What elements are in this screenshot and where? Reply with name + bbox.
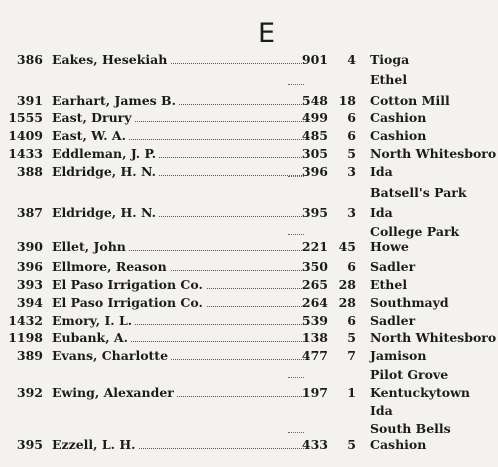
entry-place: Ethel <box>370 277 408 292</box>
entry-district: 6 <box>347 110 356 125</box>
entry-district: 6 <box>347 128 356 143</box>
list-item <box>0 92 498 110</box>
entry-value: 264 <box>301 295 328 310</box>
entry-place: Cashion <box>370 128 427 143</box>
entry-place: Ida <box>370 403 393 418</box>
list-item <box>0 204 498 222</box>
list-item <box>0 145 498 163</box>
list-item <box>0 238 498 256</box>
entry-name: Eldridge, H. N. <box>52 204 304 222</box>
entry-name: Ewing, Alexander <box>52 384 304 402</box>
entry-district: 28 <box>338 295 356 310</box>
entry-name: East, Drury <box>52 109 304 127</box>
list-item-continuation <box>0 71 498 89</box>
entry-value: 433 <box>301 437 328 452</box>
list-item <box>0 163 498 181</box>
list-item <box>0 51 498 69</box>
entry-number: 395 <box>16 437 43 452</box>
list-item <box>0 294 498 312</box>
entry-value: 548 <box>301 93 328 108</box>
list-item <box>0 127 498 145</box>
entry-value: 138 <box>301 330 328 345</box>
separator-dots <box>288 84 304 85</box>
separator-dots <box>288 176 304 177</box>
entry-place: Cotton Mill <box>370 93 450 108</box>
entry-place: Ida <box>370 164 393 179</box>
entry-name: El Paso Irrigation Co. <box>52 294 304 312</box>
entry-value: 395 <box>301 205 328 220</box>
entry-place: South Bells <box>370 421 451 436</box>
list-item <box>0 258 498 276</box>
entry-value: 350 <box>301 259 328 274</box>
list-item <box>0 436 498 454</box>
entry-place: Jamison <box>370 348 427 363</box>
entry-district: 1 <box>347 385 356 400</box>
list-item-continuation <box>0 184 498 202</box>
entry-number: 1409 <box>8 128 43 143</box>
separator-dots <box>288 377 304 378</box>
entry-value: 477 <box>301 348 328 363</box>
entry-name: Eddleman, J. P. <box>52 145 304 163</box>
entry-number: 388 <box>16 164 43 179</box>
entry-district: 5 <box>347 146 356 161</box>
entry-district: 7 <box>347 348 356 363</box>
entry-name: Emory, I. L. <box>52 312 304 330</box>
entry-place: Ida <box>370 205 393 220</box>
entry-name: Ezzell, L. H. <box>52 436 304 454</box>
entry-place: Southmayd <box>370 295 449 310</box>
entry-place: Tioga <box>370 52 410 67</box>
entry-district: 6 <box>347 259 356 274</box>
entry-number: 391 <box>16 93 43 108</box>
entry-value: 265 <box>301 277 328 292</box>
entry-value: 539 <box>301 313 328 328</box>
entry-value: 499 <box>301 110 328 125</box>
entry-place: Batsell's Park <box>370 185 467 200</box>
entry-place: Cashion <box>370 437 427 452</box>
entry-number: 1198 <box>8 330 43 345</box>
entry-name: El Paso Irrigation Co. <box>52 276 304 294</box>
entry-place: Sadler <box>370 313 416 328</box>
entry-number: 386 <box>16 52 43 67</box>
entry-district: 3 <box>347 164 356 179</box>
list-item <box>0 347 498 365</box>
entry-district: 18 <box>338 93 356 108</box>
entry-place: Kentuckytown <box>370 385 470 400</box>
entry-number: 392 <box>16 385 43 400</box>
entry-name: Earhart, James B. <box>52 92 304 110</box>
entry-place: College Park <box>370 224 460 239</box>
entry-number: 390 <box>16 239 43 254</box>
entry-district: 6 <box>347 313 356 328</box>
entry-district: 5 <box>347 437 356 452</box>
entry-value: 901 <box>301 52 328 67</box>
entry-number: 387 <box>16 205 43 220</box>
list-item <box>0 329 498 347</box>
entry-district: 3 <box>347 205 356 220</box>
entry-name: Eakes, Hesekiah <box>52 51 304 69</box>
entry-place: Cashion <box>370 110 427 125</box>
section-heading: E <box>257 18 277 49</box>
list-item-continuation <box>0 366 498 384</box>
entry-value: 197 <box>301 385 328 400</box>
entry-value: 221 <box>301 239 328 254</box>
list-item-continuation <box>0 402 498 420</box>
entry-district: 5 <box>347 330 356 345</box>
entry-number: 389 <box>16 348 43 363</box>
entry-name: East, W. A. <box>52 127 304 145</box>
entry-value: 305 <box>301 146 328 161</box>
entry-district: 4 <box>347 52 356 67</box>
entry-number: 1432 <box>8 313 43 328</box>
entry-name: Evans, Charlotte <box>52 347 304 365</box>
list-item <box>0 109 498 127</box>
entry-value: 396 <box>301 164 328 179</box>
entry-name: Eldridge, H. N. <box>52 163 304 181</box>
separator-dots <box>288 234 304 235</box>
entry-district: 45 <box>338 239 356 254</box>
entry-place: Howe <box>370 239 409 254</box>
list-item <box>0 384 498 402</box>
entry-number: 394 <box>16 295 43 310</box>
entry-place: North Whitesboro <box>370 146 497 161</box>
list-item <box>0 312 498 330</box>
entry-number: 1555 <box>8 110 43 125</box>
entry-number: 1433 <box>8 146 43 161</box>
entry-place: Ethel <box>370 72 408 87</box>
entry-place: North Whitesboro <box>370 330 497 345</box>
entry-place: Sadler <box>370 259 416 274</box>
list-item <box>0 276 498 294</box>
entry-number: 393 <box>16 277 43 292</box>
separator-dots <box>288 432 304 433</box>
entry-place: Pilot Grove <box>370 367 449 382</box>
entry-name: Ellmore, Reason <box>52 258 304 276</box>
entry-name: Eubank, A. <box>52 329 304 347</box>
entry-district: 28 <box>338 277 356 292</box>
entry-number: 396 <box>16 259 43 274</box>
entry-name: Ellet, John <box>52 238 304 256</box>
entry-value: 485 <box>301 128 328 143</box>
